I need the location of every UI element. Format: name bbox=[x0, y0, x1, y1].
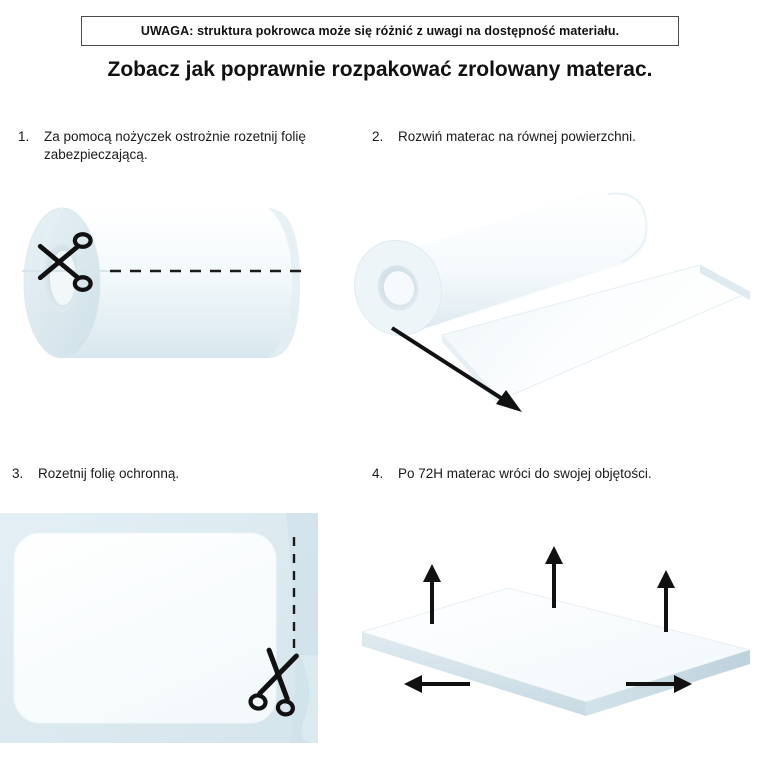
step-number-4: 4. bbox=[372, 466, 384, 481]
expansion-arrow-up-right bbox=[657, 570, 675, 632]
rolled-mattress-shape bbox=[24, 208, 300, 358]
step-caption-3 bbox=[12, 465, 332, 483]
step-text-1: Za pomocą nożyczek ostrożnie rozetnij folię zabezpieczającą. bbox=[44, 129, 306, 163]
step-text-3: Rozetnij folię ochronną. bbox=[38, 466, 180, 481]
step-text-4: Po 72H materac wróci do swojej objętości. bbox=[398, 466, 652, 481]
illustration-step-1 bbox=[0, 178, 340, 428]
step-number-1: 1. bbox=[18, 129, 30, 144]
notice-banner bbox=[81, 16, 679, 46]
expansion-arrow-left bbox=[404, 675, 470, 693]
step-caption-4 bbox=[372, 465, 712, 483]
illustration-step-2 bbox=[350, 160, 760, 430]
step-text-2: Rozwiń materac na równej powierzchni. bbox=[398, 129, 636, 144]
step-number-3: 3. bbox=[12, 466, 24, 481]
step-caption-1 bbox=[18, 128, 318, 164]
page-title: Zobacz jak poprawnie rozpakować zrolowany materac. bbox=[107, 58, 653, 81]
step-caption-2 bbox=[372, 128, 702, 146]
flat-mattress-shape bbox=[14, 533, 276, 723]
step-number-2: 2. bbox=[372, 129, 384, 144]
illustration-step-4 bbox=[350, 520, 760, 750]
notice-text: UWAGA: struktura pokrowca może się różnić z uwagi na dostępność materiału. bbox=[140, 24, 620, 38]
illustration-step-3 bbox=[0, 505, 340, 755]
